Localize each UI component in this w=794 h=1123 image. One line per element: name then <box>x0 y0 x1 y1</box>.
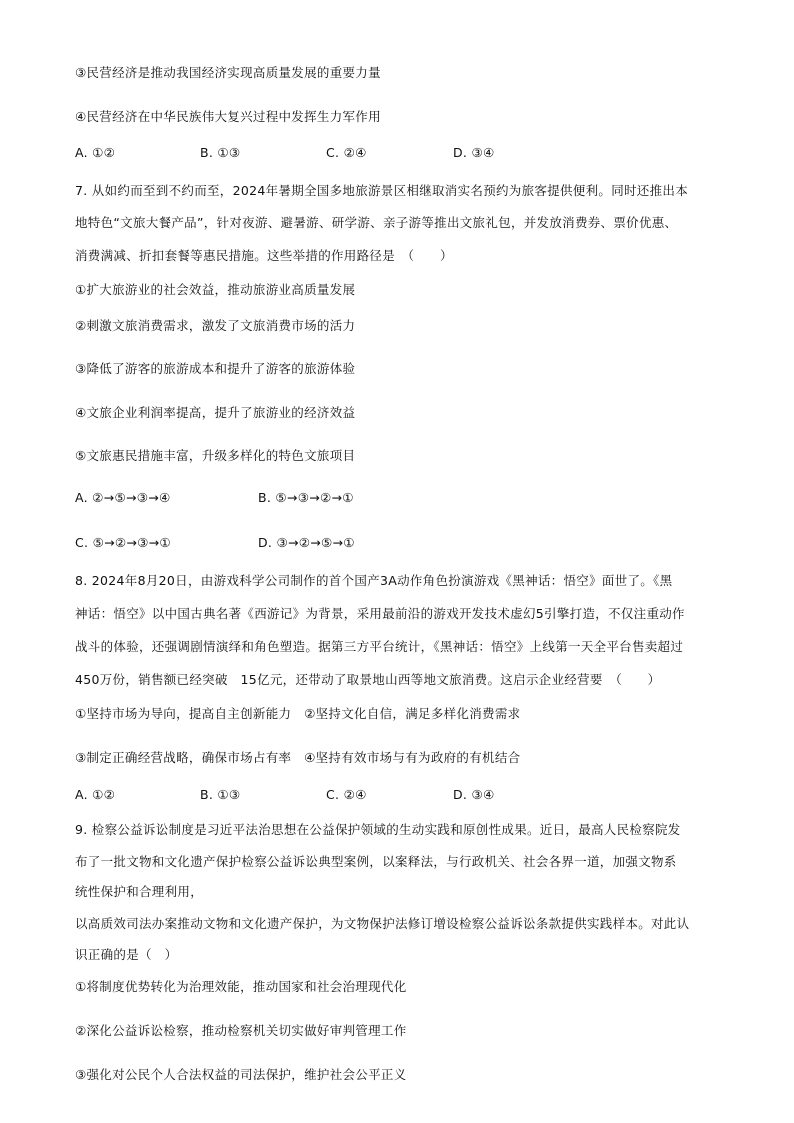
q7-choice-c: C. ⑤→②→③→① <box>75 535 171 550</box>
q6-choice-b: B. ①③ <box>200 145 241 160</box>
q9-stem-line: 9. 检察公益诉讼制度是习近平法治思想在公益保护领域的生动实践和原创性成果。近日，最高人民检察院发 <box>75 822 681 837</box>
q7-statement-3: ③降低了游客的旅游成本和提升了游客的旅游体验 <box>75 361 356 376</box>
q6-choice-a: A. ①② <box>75 145 116 160</box>
q9-stem-line: 统性保护和合理利用， <box>75 884 204 899</box>
q7-statement-5: ⑤文旅惠民措施丰富，升级多样化的特色文旅项目 <box>75 448 356 463</box>
q7-choice-a: A. ②→⑤→③→④ <box>75 490 171 505</box>
q7-stem-line: 7. 从如约而至到不约而至，2024年暑期全国多地旅游景区相继取消实名预约为旅客提供便利。同时还推出本 <box>75 183 689 198</box>
q8-choice-c: C. ②④ <box>326 787 367 802</box>
q6-choice-c: C. ②④ <box>326 145 367 160</box>
q8-statements-1-2: ①坚持市场为导向，提高自主创新能力 ②坚持文化自信，满足多样化消费需求 <box>75 706 521 721</box>
q7-choice-b: B. ⑤→③→②→① <box>258 490 354 505</box>
q8-stem-line: 8. 2024年8月20日，由游戏科学公司制作的首个国产3A动作角色扮演游戏《黑神话：悟空》面世了。《黑 <box>75 573 673 588</box>
q9-statement-3: ③强化对公民个人合法权益的司法保护，维护社会公平正义 <box>75 1067 407 1082</box>
q7-stem-line: 消费满减、折扣套餐等惠民措施。这些举措的作用路径是 （ ） <box>75 248 453 263</box>
q6-choice-d: D. ③④ <box>453 145 495 160</box>
q8-choice-b: B. ①③ <box>200 787 241 802</box>
statement-4: ④民营经济在中华民族伟大复兴过程中发挥生力军作用 <box>75 109 381 124</box>
q7-statement-1: ①扩大旅游业的社会效益，推动旅游业高质量发展 <box>75 282 356 297</box>
q7-stem-line: 地特色“文旅大餐产品”，针对夜游、避暑游、研学游、亲子游等推出文旅礼包，并发放消费券、票价优惠、 <box>75 215 678 230</box>
q9-stem-line: 以高质效司法办案推动文物和文化遗产保护，为文物保护法修订增设检察公益诉讼条款提供实践样本。对此认 <box>75 916 690 931</box>
q7-statement-4: ④文旅企业利润率提高，提升了旅游业的经济效益 <box>75 405 356 420</box>
q7-choice-d: D. ③→②→⑤→① <box>258 535 355 550</box>
statement-3: ③民营经济是推动我国经济实现高质量发展的重要力量 <box>75 65 381 80</box>
q8-stem-line: 450万份，销售额已经突破 15亿元，还带动了取景地山西等地文旅消费。这启示企业经营要 （ ） <box>75 672 661 687</box>
q9-stem-line: 识正确的是（ ） <box>75 947 178 962</box>
q8-statements-3-4: ③制定正确经营战略，确保市场占有率 ④坚持有效市场与有为政府的有机结合 <box>75 750 521 765</box>
q8-choice-a: A. ①② <box>75 787 116 802</box>
q7-statement-2: ②刺激文旅消费需求，激发了文旅消费市场的活力 <box>75 318 356 333</box>
q8-stem-line: 神话：悟空》以中国古典名著《西游记》为背景，采用最前沿的游戏开发技术虚幻5引擎打造，不仅注重动作 <box>75 606 685 621</box>
q8-stem-line: 战斗的体验，还强调剧情演绎和角色塑造。据第三方平台统计，《黑神话：悟空》上线第一天全平台售卖超过 <box>75 639 684 654</box>
q9-statement-1: ①将制度优势转化为治理效能，推动国家和社会治理现代化 <box>75 979 407 994</box>
q9-statement-2: ②深化公益诉讼检察，推动检察机关切实做好审判管理工作 <box>75 1023 407 1038</box>
q9-stem-line: 布了一批文物和文化遗产保护检察公益诉讼典型案例，以案释法，与行政机关、社会各界一道，加强文物系 <box>75 854 677 869</box>
q8-choice-d: D. ③④ <box>453 787 495 802</box>
